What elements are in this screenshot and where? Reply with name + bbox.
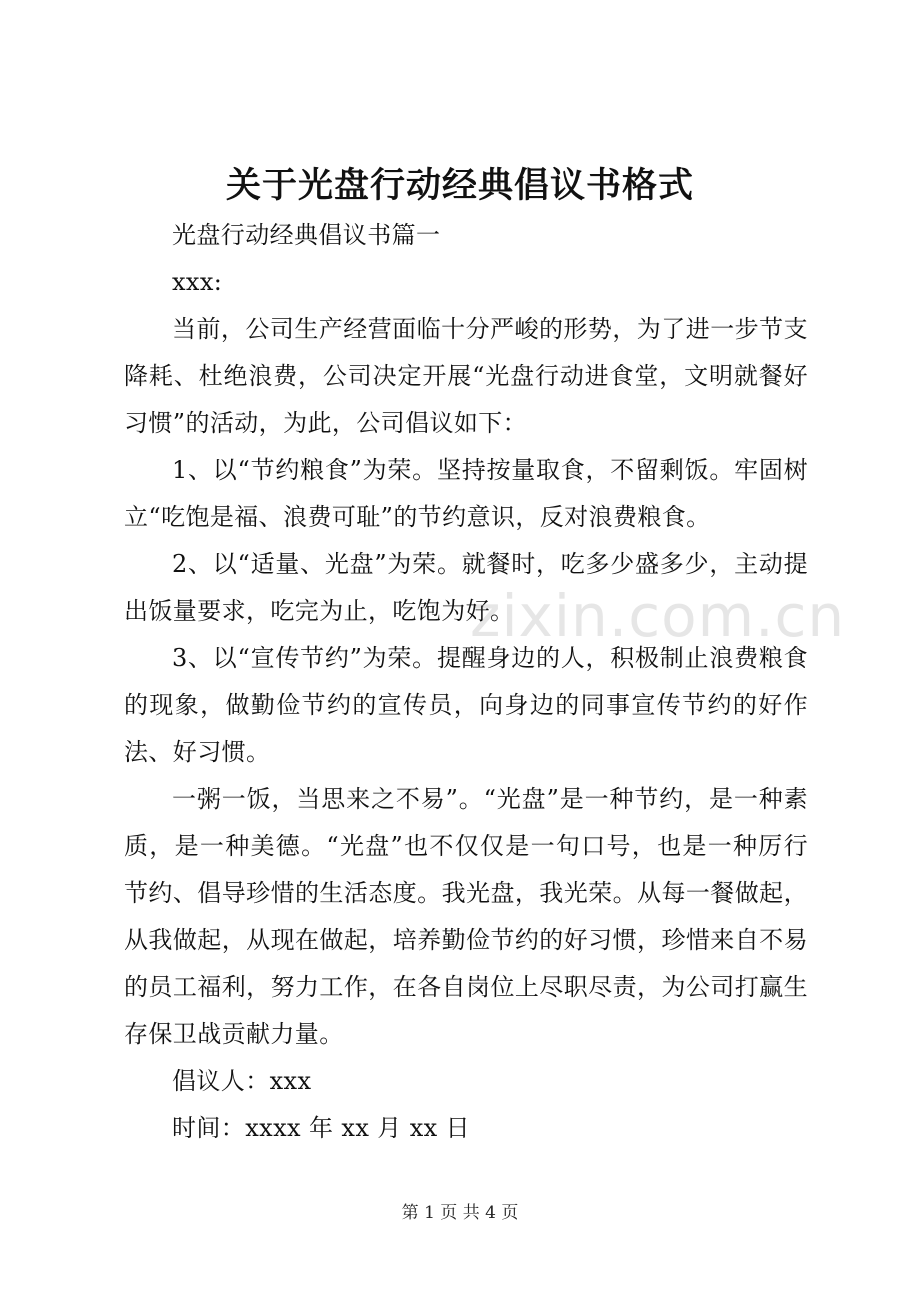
paragraph-item-1: 1、以“节约粮食”为荣。坚持按量取食，不留剩饭。牢固树立“吃饱是福、浪费可耻”的节约意识，反对浪费粮食。 <box>124 456 808 531</box>
salutation: xxx: <box>172 268 223 296</box>
date-line: 时间：xxxx 年 xx 月 xx 日 <box>172 1114 471 1142</box>
paragraph-item-2: 2、以“适量、光盘”为荣。就餐时，吃多少盛多少，主动提出饭量要求，吃完为止，吃饱为好。 <box>124 550 808 625</box>
proposer-line: 倡议人：xxx <box>172 1067 312 1095</box>
document-body <box>124 212 808 1152</box>
paragraph-item-3: 3、以“宣传节约”为荣。提醒身边的人，积极制止浪费粮食的现象，做勤俭节约的宣传员，向身边的同事宣传节约的好作法、好习惯。 <box>124 644 808 766</box>
watermark-text: zixin.com.cn <box>470 582 846 650</box>
subtitle: 光盘行动经典倡议书篇一 <box>172 221 441 249</box>
page-footer: 第 1 页 共 4 页 <box>401 1203 519 1223</box>
paragraph-intro: 当前，公司生产经营面临十分严峻的形势，为了进一步节支降耗、杜绝浪费，公司决定开展“光盘行动进食堂，文明就餐好习惯”的活动，为此，公司倡议如下： <box>124 315 808 437</box>
paragraph-closing: 一粥一饭，当思来之不易”。“光盘”是一种节约，是一种素质，是一种美德。“光盘”也不仅仅是一句口号，也是一种厉行节约、倡导珍惜的生活态度。我光盘，我光荣。从每一餐做起，从我做起，从现在做起，培养勤俭节约的好习惯，珍惜来自不易的员工福利，努力工作，在各自岗位上尽职尽责，为公司打赢生存保卫战贡献力量。 <box>124 785 808 1048</box>
document-title: 关于光盘行动经典倡议书格式 <box>225 165 694 206</box>
